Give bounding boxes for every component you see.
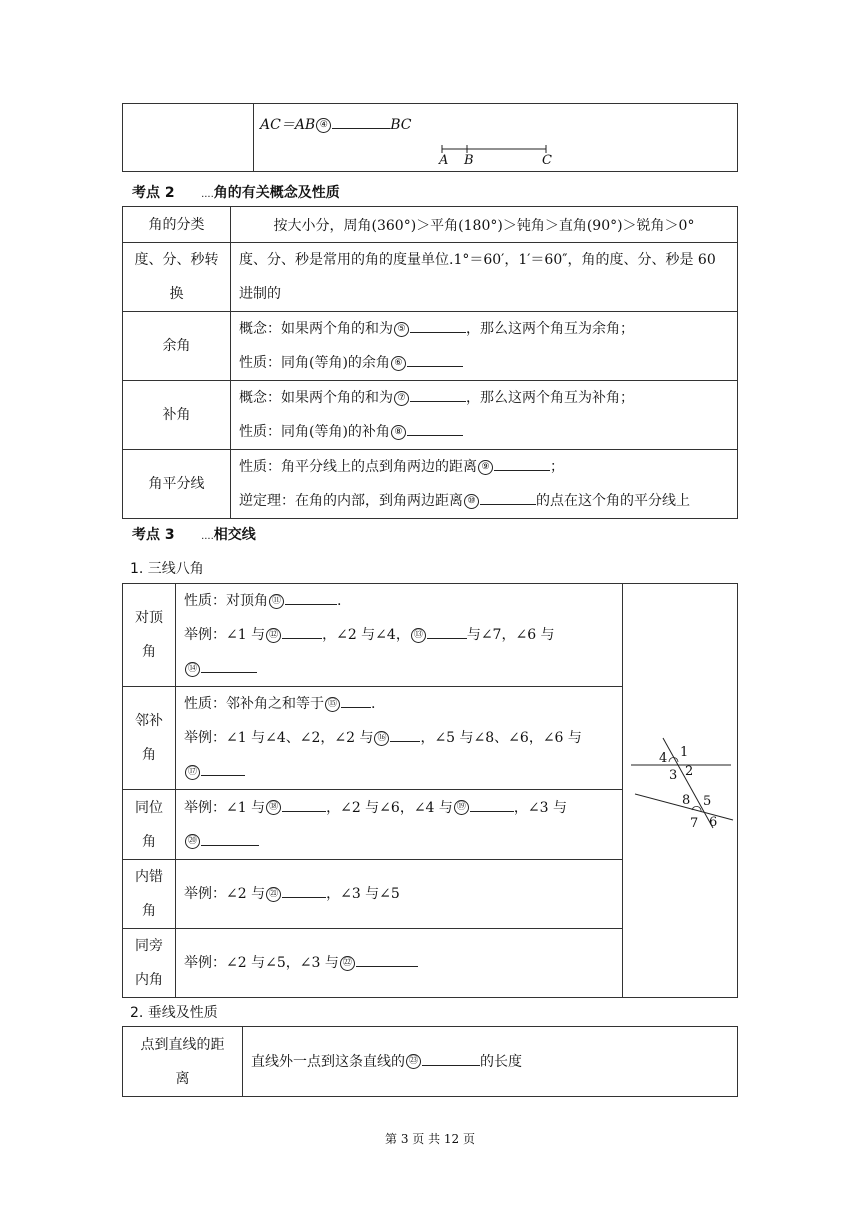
answer-blank xyxy=(494,456,550,471)
supp-concept-end: ，那么这两个角互为补角； xyxy=(466,390,634,406)
supp-concept: 概念：如果两个角的和为 xyxy=(239,390,393,406)
example-text: ，∠3 与 xyxy=(513,799,568,816)
alternate-label-1: 内错 xyxy=(135,869,163,885)
consecutive-label-1: 同旁 xyxy=(135,938,163,954)
conversion-text xyxy=(231,243,738,312)
answer-blank xyxy=(427,624,467,639)
answer-blank xyxy=(285,590,337,605)
angle-label-5: 5 xyxy=(703,794,712,809)
figure-cell xyxy=(623,584,738,998)
blank-number: ⑦ xyxy=(394,391,409,406)
answer-blank xyxy=(480,490,536,505)
kd2-title: 考点 2 xyxy=(132,185,175,201)
row-label-consecutive xyxy=(123,929,176,998)
empty-cell xyxy=(123,104,254,172)
conversion-line2: 进制的 xyxy=(239,286,281,302)
row-label-vertical xyxy=(123,584,176,687)
bisector-converse: 逆定理：在角的内部，到角两边距离 xyxy=(239,493,463,509)
supplementary-text xyxy=(231,381,738,450)
blank-number: ⑰ xyxy=(185,765,200,780)
conversion-label-line1: 度、分、秒转 xyxy=(134,252,219,268)
row-label-bisector: 角平分线 xyxy=(123,450,231,519)
distance-text xyxy=(243,1027,738,1097)
kd3-dots: .... xyxy=(201,531,214,542)
formula-prefix: AC＝AB xyxy=(260,117,316,133)
corresponding-angle-text xyxy=(176,790,623,860)
blank-number: ⑩ xyxy=(464,494,479,509)
conversion-line1: 度、分、秒是常用的角的度量单位.1°＝60′，1′＝60″，角的度、分、秒是 60 xyxy=(239,252,716,268)
row-label-alternate xyxy=(123,860,176,929)
blank-number: ㉑ xyxy=(266,887,281,902)
blank-number: ⑥ xyxy=(391,356,406,371)
answer-blank xyxy=(282,797,326,812)
answer-blank xyxy=(390,727,420,742)
row-label-conversion xyxy=(123,243,231,312)
answer-blank xyxy=(332,114,390,129)
blank-number: ⑲ xyxy=(454,800,469,815)
blank-number: ⑯ xyxy=(374,731,389,746)
kd2-heading xyxy=(132,182,340,202)
example-text: 举例：∠2 与∠5，∠3 与 xyxy=(184,955,339,971)
answer-blank xyxy=(282,624,322,639)
blank-number: ⑱ xyxy=(266,800,281,815)
comp-concept: 概念：如果两个角的和为 xyxy=(239,321,393,337)
example-text: ，∠2 与∠4， xyxy=(322,627,410,643)
vertical-property: 性质：对顶角 xyxy=(184,593,268,609)
blank-number: ㉓ xyxy=(406,1054,421,1069)
distance-label-1: 点到直线的距 xyxy=(140,1036,225,1053)
segment-table xyxy=(122,103,738,172)
angle-label-4: 4 xyxy=(659,751,668,766)
blank-number: ⑬ xyxy=(411,628,426,643)
kd3-heading xyxy=(132,524,256,544)
example-text: 与∠7，∠6 与 xyxy=(466,627,555,643)
example-text: ，∠2 与∠6，∠4 与 xyxy=(326,799,453,816)
example-text: 举例：∠1 与 xyxy=(184,627,266,643)
answer-blank xyxy=(341,693,371,708)
angle-label-8: 8 xyxy=(682,793,691,808)
angle-label-2: 2 xyxy=(685,764,694,779)
sub-heading-three-lines: 1. 三线八角 xyxy=(130,561,204,577)
arc-top xyxy=(669,758,678,763)
segment-figure xyxy=(436,142,556,170)
blank-number: ⑮ xyxy=(325,697,340,712)
corresponding-label-1: 同位 xyxy=(135,799,163,816)
formula-suffix: BC xyxy=(390,117,412,133)
angle-label-7: 7 xyxy=(690,816,699,831)
answer-blank xyxy=(410,318,466,333)
consecutive-label-2: 内角 xyxy=(135,972,163,988)
distance-def-end: 的长度 xyxy=(480,1053,522,1070)
angle-label-3: 3 xyxy=(669,768,678,783)
period: . xyxy=(337,593,342,609)
corresponding-label-2: 角 xyxy=(142,833,156,850)
row-label-adjacent xyxy=(123,687,176,790)
angle-table xyxy=(122,206,738,519)
kd2-topic: 角的有关概念及性质 xyxy=(213,185,340,201)
comp-property: 性质：同角(等角)的余角 xyxy=(239,355,390,371)
blank-number: ㉒ xyxy=(340,956,355,971)
adjacent-label-2: 角 xyxy=(142,747,156,763)
point-c-label: C xyxy=(542,153,552,168)
point-b-label: B xyxy=(464,153,474,168)
example-text: ，∠5 与∠8、∠6，∠6 与 xyxy=(420,730,582,746)
blank-number: ④ xyxy=(316,118,331,133)
kd2-dots: .... xyxy=(201,189,214,200)
answer-blank xyxy=(356,952,418,967)
adjacent-label-1: 邻补 xyxy=(135,713,163,729)
example-text: ，∠3 与∠5 xyxy=(326,886,400,902)
answer-blank xyxy=(201,831,259,846)
adjacent-angle-text xyxy=(176,687,623,790)
alternate-angle-text xyxy=(176,860,623,929)
blank-number: ⑤ xyxy=(394,322,409,337)
example-text: 举例：∠1 与∠4、∠2，∠2 与 xyxy=(184,730,374,746)
row-label-complementary: 余角 xyxy=(123,312,231,381)
period: . xyxy=(371,696,376,712)
point-a-label: A xyxy=(439,153,449,168)
vertical-angle-text xyxy=(176,584,623,687)
blank-number: ⑳ xyxy=(185,834,200,849)
row-label-distance xyxy=(123,1027,243,1097)
perpendicular-table xyxy=(122,1026,738,1097)
kd3-title: 考点 3 xyxy=(132,527,175,543)
answer-blank xyxy=(407,421,463,436)
answer-blank xyxy=(422,1051,480,1066)
distance-def: 直线外一点到这条直线的 xyxy=(251,1053,405,1070)
consecutive-angle-text xyxy=(176,929,623,998)
eight-angles-table xyxy=(122,583,738,998)
comp-concept-end: ，那么这两个角互为余角； xyxy=(466,321,634,337)
row-label-classification: 角的分类 xyxy=(123,207,231,243)
complementary-text xyxy=(231,312,738,381)
angle-label-6: 6 xyxy=(709,815,718,830)
vertical-label-2: 角 xyxy=(142,644,156,660)
row-label-corresponding xyxy=(123,790,176,860)
sub-heading-perpendicular: 2. 垂线及性质 xyxy=(130,1005,218,1021)
bisector-property-end: ； xyxy=(550,459,564,475)
conversion-label-line2: 换 xyxy=(169,286,184,302)
distance-label-2: 离 xyxy=(175,1070,190,1087)
blank-number: ⑫ xyxy=(266,628,281,643)
page-footer: 第 3 页 共 12 页 xyxy=(385,1132,475,1146)
answer-blank xyxy=(201,658,257,673)
blank-number: ⑨ xyxy=(478,460,493,475)
classification-text: 按大小分，周角(360°)＞平角(180°)＞钝角＞直角(90°)＞锐角＞0° xyxy=(231,207,738,243)
answer-blank xyxy=(282,883,326,898)
angle-label-1: 1 xyxy=(680,745,689,760)
vertical-label-1: 对顶 xyxy=(135,610,163,626)
bisector-property: 性质：角平分线上的点到角两边的距离 xyxy=(239,459,477,475)
bisector-converse-end: 的点在这个角的平分线上 xyxy=(536,493,690,509)
segment-cell xyxy=(254,104,738,172)
answer-blank xyxy=(470,797,514,812)
blank-number: ⑪ xyxy=(269,594,284,609)
alternate-label-2: 角 xyxy=(142,903,156,919)
bisector-text xyxy=(231,450,738,519)
answer-blank xyxy=(201,761,245,776)
blank-number: ⑭ xyxy=(185,662,200,677)
supp-property: 性质：同角(等角)的补角 xyxy=(239,424,390,440)
example-text: 举例：∠2 与 xyxy=(184,886,266,902)
blank-number: ⑧ xyxy=(391,425,406,440)
row-label-supplementary: 补角 xyxy=(123,381,231,450)
example-text: 举例：∠1 与 xyxy=(184,799,266,816)
adjacent-property: 性质：邻补角之和等于 xyxy=(184,696,324,712)
answer-blank xyxy=(407,352,463,367)
answer-blank xyxy=(410,387,466,402)
kd3-topic: 相交线 xyxy=(213,527,256,543)
